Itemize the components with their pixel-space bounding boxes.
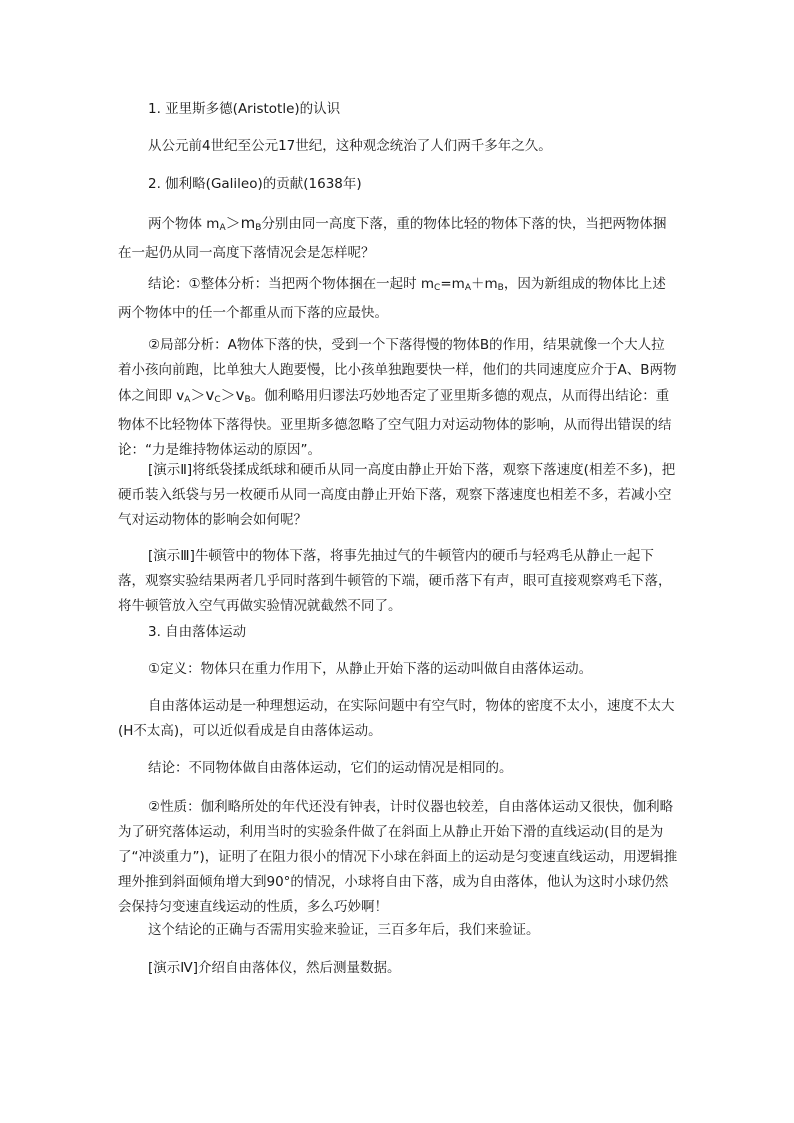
text-segment: 结论：①整体分析：当把两个物体捆在一起时 m (148, 276, 435, 292)
subscript: A (219, 223, 226, 233)
text-segment: =m (440, 276, 465, 292)
paragraph-whole-analysis (118, 272, 678, 326)
heading-aristotle: 1. 亚里斯多德(Aristotle)的认识 (148, 101, 341, 117)
text-segment: 两个物体 m (148, 216, 220, 232)
subscript: B (255, 223, 262, 233)
text-segment: ＋m (470, 276, 498, 292)
paragraph-demo-3: [演示Ⅲ]牛顿管中的物体下落，将事先抽过气的牛顿管内的硬币与轻鸡毛从静止一起下落，观察实验结果两者几乎同时落到牛顿管的下端，硬币落下有声，眼可直接观察鸡毛下落，将牛顿管放入空气再做实验情况就截然不同了。 (118, 548, 672, 614)
subscript: A (184, 395, 191, 405)
heading-free-fall: 3. 自由落体运动 (148, 624, 247, 640)
paragraph-aristotle-view: 从公元前4世纪至公元17世纪，这种观念统治了人们两千多年之久。 (148, 138, 552, 154)
subscript: C (434, 283, 441, 293)
subscript: B (244, 395, 251, 405)
paragraph-definition: ①定义：物体只在重力作用下，从静止开始下落的运动叫做自由落体运动。 (148, 661, 593, 677)
text-segment: ＞m (225, 214, 256, 232)
text-segment: ，因为新组成的物体比上述两个物体中的任一个都重从而下落的应最快。 (118, 276, 666, 321)
heading-galileo: 2. 伽利略(Galileo)的贡献(1638年) (148, 176, 362, 192)
paragraph-verification: 这个结论的正确与否需用实验来验证，三百多年后，我们来验证。 (148, 922, 540, 938)
text-segment: 分别由同一高度下落，重的物体比轻的物体下落的快，当把两物体捆在一起仍从同一高度下落情况会是怎样呢？ (118, 216, 667, 261)
text-segment: ＞v (220, 386, 245, 404)
paragraph-two-bodies (118, 211, 678, 266)
paragraph-properties: ②性质：伽利略所处的年代还没有钟表，计时仪器也较差，自由落体运动又很快，伽利略为了研究落体运动，利用当时的实验条件做了在斜面上从静止开始下滑的直线运动(目的是为了“冲淡重力”)，证明了在阻力很小的情况下小球在斜面上的运动是匀变速直线运动，用逻辑推理外推到斜面倾角增大到90°的情况，小球将自由下落，成为自由落体，他认为这时小球仍然会保持匀变速直线运动的性质，多么巧妙啊！ (118, 799, 678, 915)
subscript: B (497, 283, 504, 293)
paragraph-conclusion: 结论：不同物体做自由落体运动，它们的运动情况是相同的。 (148, 760, 513, 776)
text-segment: ＞v (190, 386, 215, 404)
text-segment: 。伽利略用归谬法巧妙地否定了亚里斯多德的观点，从而得出结论：重物体不比轻物体下落得快。亚里斯多德忽略了空气阻力对运动物体的影响，从而得出错误的结论：“力是维持物体运动的原因”。 (118, 388, 672, 458)
paragraph-demo-2: [演示Ⅱ]将纸袋揉成纸球和硬币从同一高度由静止开始下落，观察下落速度(相差不多)，把硬币装入纸袋与另一枚硬币从同一高度由静止开始下落，观察下落速度也相差不多，若减小空气对运动物体的影响会如何呢？ (118, 462, 676, 528)
paragraph-local-analysis (118, 333, 678, 463)
subscript: C (214, 395, 221, 405)
text-segment: ②局部分析：A物体下落的快，受到一个下落得慢的物体B的作用，结果就像一个大人拉着小孩向前跑，比单独大人跑要慢，比小孩单独跑要快一样，他们的共同速度应介于A、B两物体之间即 v (118, 337, 677, 404)
subscript: A (464, 283, 471, 293)
paragraph-demo-4: [演示Ⅳ]介绍自由落体仪，然后测量数据。 (148, 960, 401, 976)
paragraph-ideal-motion: 自由落体运动是一种理想运动，在实际问题中有空气时，物体的密度不太小，速度不太大(H不太高)，可以近似看成是自由落体运动。 (118, 698, 675, 739)
